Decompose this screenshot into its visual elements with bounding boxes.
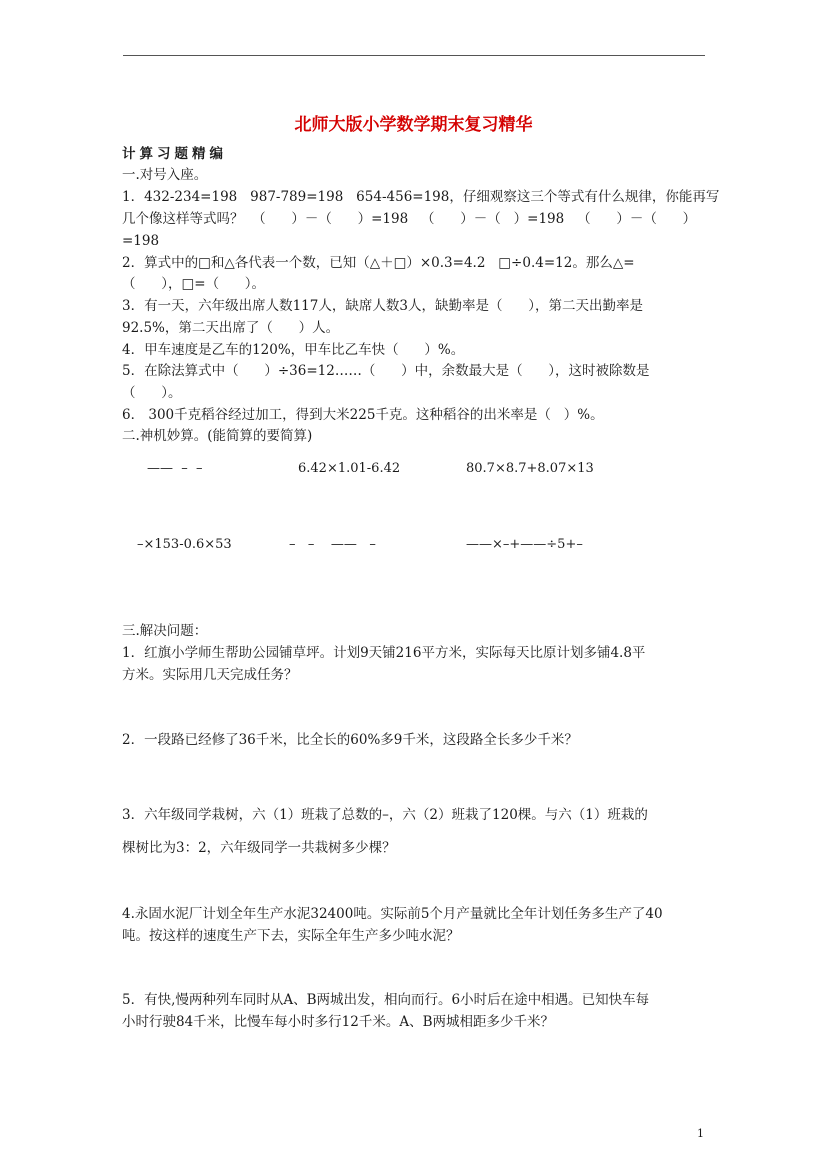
question-line: 92.5%，第二天出席了（ ）人。 bbox=[122, 320, 340, 336]
section-3-heading: 三.解决问题： bbox=[122, 623, 208, 639]
header-rule bbox=[123, 55, 705, 56]
question-line: 6． 300千克稻谷经过加工，得到大米225千克。这种稻谷的出米率是（ ）%。 bbox=[122, 407, 604, 423]
question-line: 3．有一天，六年级出席人数117人，缺席人数3人，缺勤率是（ ），第二天出勤率是 bbox=[122, 298, 643, 314]
question-line: 几个像这样等式吗？ （ ）－（ ）=198 （ ）－（ ）=198 （ ）－（ ） bbox=[122, 211, 697, 227]
question-line: 5．在除法算式中（ ）÷36=12……（ ）中，余数最大是（ ），这时被除数是 bbox=[122, 363, 650, 379]
document-title: 北师大版小学数学期末复习精华 bbox=[294, 115, 533, 135]
problem-line: 2．一段路已经修了36千米，比全长的60%多9千米，这段路全长多少千米？ bbox=[122, 732, 578, 748]
question-line: =198 bbox=[122, 233, 160, 249]
problem-line: 方米。实际用几天完成任务？ bbox=[122, 667, 298, 683]
problem-line: 吨。按这样的速度生产下去，实际全年生产多少吨水泥？ bbox=[122, 928, 460, 944]
question-line: 1．432-234=198 987-789=198 654-456=198，仔细观察这三个等式有什么规律，你能再写 bbox=[122, 189, 720, 205]
problem-line: 小时行驶84千米，比慢车每小时多行12千米。A、B两城相距多少千米？ bbox=[122, 1014, 555, 1030]
question-line: （ ），□=（ ）。 bbox=[122, 276, 266, 292]
section-2-heading: 二.神机妙算。(能简算的要简算) bbox=[122, 428, 313, 444]
question-line: 4．甲车速度是乙车的120%，甲车比乙车快（ ）%。 bbox=[122, 342, 465, 358]
calc-expression: —— – – bbox=[147, 461, 203, 476]
section-1-heading: 一.对号入座。 bbox=[122, 167, 208, 183]
problem-line: 5．有快,慢两种列车同时从A、B两城出发，相向而行。6小时后在途中相遇。已知快车每 bbox=[122, 992, 650, 1008]
question-line: （ ）。 bbox=[122, 385, 182, 401]
question-line: 2．算式中的□和△各代表一个数，已知（△＋□）×0.3=4.2 □÷0.4=12。那么△= bbox=[122, 255, 635, 271]
problem-line: 3．六年级同学栽树，六（1）班栽了总数的–，六（2）班栽了120棵。与六（1）班栽的 bbox=[122, 807, 648, 823]
section-subtitle: 计算习题精编 bbox=[122, 146, 227, 162]
calc-expression: – – —— – bbox=[289, 537, 376, 552]
calc-expression: ——×–+——÷5+– bbox=[466, 537, 583, 552]
problem-line: 1．红旗小学师生帮助公园铺草坪。计划9天铺216平方米，实际每天比原计划多铺4.8平 bbox=[122, 645, 646, 661]
calc-expression: 80.7×8.7+8.07×13 bbox=[466, 461, 594, 476]
page-number: 1 bbox=[697, 1127, 704, 1140]
problem-line: 4.永固水泥厂计划全年生产水泥32400吨。实际前5个月产量就比全年计划任务多生产了40 bbox=[122, 906, 663, 922]
calc-expression: 6.42×1.01-6.42 bbox=[298, 461, 401, 476]
calc-expression: –×153-0.6×53 bbox=[137, 537, 232, 552]
problem-line: 棵树比为3：2，六年级同学一共栽树多少棵？ bbox=[122, 840, 396, 856]
